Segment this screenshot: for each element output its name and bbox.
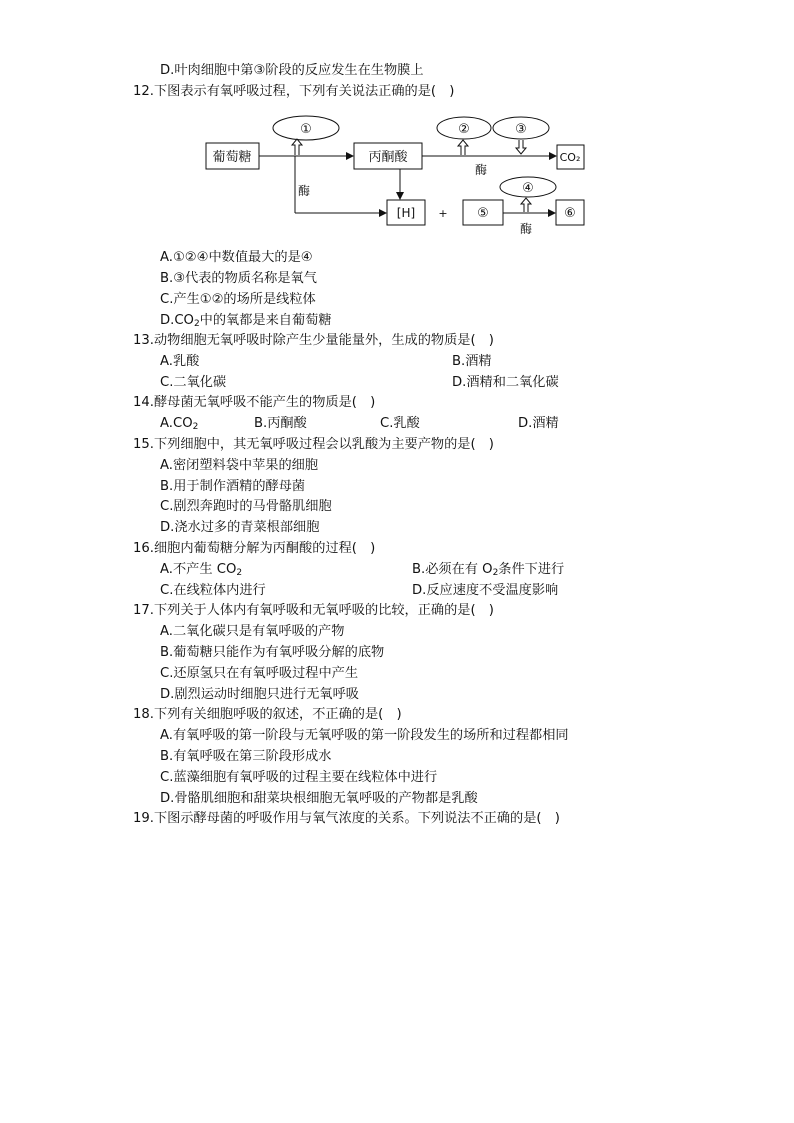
q14-option-d: D.酒精	[518, 416, 559, 431]
c3-down-arrow-icon	[516, 140, 526, 154]
q16-stem: 16.细胞内葡萄糖分解为丙酮酸的过程( )	[133, 541, 376, 556]
q14-option-c: C.乳酸	[380, 416, 420, 431]
c3-label: ③	[515, 122, 527, 137]
q14-option-b: B.丙酮酸	[254, 416, 307, 431]
q13-stem: 13.动物细胞无氧呼吸时除产生少量能量外，生成的物质是( )	[133, 333, 494, 348]
q19-stem: 19.下图示酵母菌的呼吸作用与氧气浓度的关系。下列说法不正确的是( )	[133, 811, 560, 826]
c4-up-arrow-icon	[521, 198, 531, 212]
q18-option-a: A.有氧呼吸的第一阶段与无氧呼吸的第一阶段发生的场所和过程都相同	[160, 728, 569, 743]
q13-option-c: C.二氧化碳	[160, 375, 227, 390]
q13-option-a: A.乳酸	[160, 354, 200, 369]
plus-label: +	[438, 207, 448, 220]
q17-option-a: A.二氧化碳只是有氧呼吸的产物	[160, 624, 345, 639]
q17-option-d: D.剧烈运动时细胞只进行无氧呼吸	[160, 687, 359, 702]
aerobic-respiration-diagram	[200, 112, 595, 237]
q16-option-a: A.不产生 $CO_2$	[160, 562, 243, 578]
q18-option-b: B.有氧呼吸在第三阶段形成水	[160, 749, 332, 764]
q18-stem: 18.下列有关细胞呼吸的叙述，不正确的是( )	[133, 707, 402, 722]
enzyme-label-2: 酶	[475, 163, 488, 177]
q12-option-d: $D.CO_2$中的氧都是来自葡萄糖	[160, 313, 332, 329]
q12-stem: 12.下图表示有氧呼吸过程，下列有关说法正确的是( )	[133, 84, 455, 99]
q17-option-b: B.葡萄糖只能作为有氧呼吸分解的底物	[160, 645, 385, 660]
q14-option-a: $A.CO_2$	[160, 416, 199, 432]
q15-option-d: D.浇水过多的青菜根部细胞	[160, 520, 320, 535]
c2-up-arrow-icon	[458, 140, 468, 155]
q15-option-a: A.密闭塑料袋中苹果的细胞	[160, 458, 319, 473]
q16-option-b: B.必须在有 $O_2$条件下进行	[412, 562, 565, 578]
q16-option-d: D.反应速度不受温度影响	[412, 583, 559, 598]
q12-option-c: C.产生①②的场所是线粒体	[160, 292, 316, 307]
c5-label: ⑤	[477, 206, 489, 221]
q12-option-b: B.③代表的物质名称是氧气	[160, 271, 317, 286]
q17-option-c: C.还原氢只在有氧呼吸过程中产生	[160, 666, 359, 681]
c1-label: ①	[300, 122, 312, 137]
q11-option-d: D.叶肉细胞中第③阶段的反应发生在生物膜上	[160, 63, 424, 78]
q18-option-c: C.蓝藻细胞有氧呼吸的过程主要在线粒体中进行	[160, 770, 438, 785]
q13-option-b: B.酒精	[452, 354, 492, 369]
q13-option-d: D.酒精和二氧化碳	[452, 375, 559, 390]
co2-label: CO₂	[559, 151, 581, 164]
h-label: [H]	[396, 206, 416, 220]
q15-stem: 15.下列细胞中，其无氧呼吸过程会以乳酸为主要产物的是( )	[133, 437, 494, 452]
enzyme-label-3: 酶	[520, 222, 533, 236]
q15-option-c: C.剧烈奔跑时的马骨骼肌细胞	[160, 499, 332, 514]
q14-stem: 14.酵母菌无氧呼吸不能产生的物质是( )	[133, 395, 376, 410]
glucose-label: 葡萄糖	[212, 150, 252, 165]
c1-up-arrow-icon	[292, 139, 302, 155]
enzyme-label-1: 酶	[298, 184, 311, 198]
q16-option-c: C.在线粒体内进行	[160, 583, 266, 598]
c6-label: ⑥	[564, 206, 576, 221]
q12-option-a: A.①②④中数值最大的是④	[160, 250, 313, 265]
c4-label: ④	[522, 181, 534, 196]
pyruvate-label: 丙酮酸	[368, 150, 408, 165]
q17-stem: 17.下列关于人体内有氧呼吸和无氧呼吸的比较，正确的是( )	[133, 603, 494, 618]
q18-option-d: D.骨骼肌细胞和甜菜块根细胞无氧呼吸的产物都是乳酸	[160, 791, 478, 806]
c2-label: ②	[458, 122, 470, 137]
q15-option-b: B.用于制作酒精的酵母菌	[160, 479, 306, 494]
